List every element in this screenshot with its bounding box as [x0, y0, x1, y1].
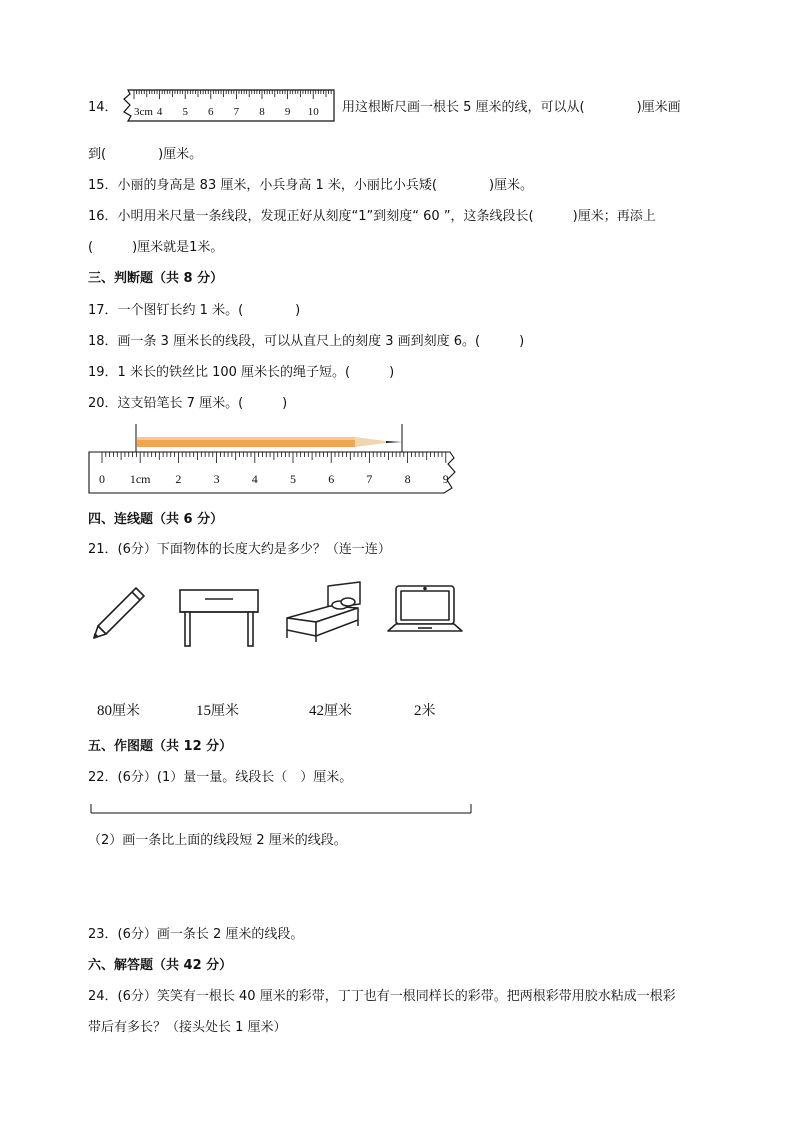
q20-ruler-label-1: 1cm — [129, 472, 151, 486]
section-5-heading: 五、作图题（共 12 分） — [88, 739, 233, 754]
q24-text-line1: 24．(6分）笑笑有一根长 40 厘米的彩带，丁丁也有一根同样长的彩带。把两根彩带用胶水粘成一根彩 — [88, 989, 676, 1004]
laptop-icon — [386, 582, 466, 634]
q21-text: 21．(6分）下面物体的长度大约是多少？（连一连） — [88, 542, 391, 557]
broken-ruler-icon — [118, 88, 340, 124]
bed-icon — [282, 578, 362, 644]
q14-ruler-label-6: 9 — [284, 106, 291, 118]
q23-text: 23．(6分）画一条长 2 厘米的线段。 — [88, 927, 304, 942]
q19-text: 19．1 米长的铁丝比 100 厘米长的绳子短。( ) — [88, 365, 395, 380]
q20-text: 20．这支铅笔长 7 厘米。( ) — [88, 396, 288, 411]
q20-ruler-label-5: 5 — [290, 472, 296, 486]
measure-line-segment — [88, 802, 474, 816]
q20-ruler-label-9: 9 — [442, 472, 449, 486]
option-80cm[interactable]: 80厘米 — [97, 703, 140, 719]
q20-ruler-label-7: 7 — [366, 472, 373, 486]
q20-ruler-label-3: 3 — [213, 472, 220, 486]
q20-ruler-label-2: 2 — [175, 472, 182, 486]
ruler-with-pencil-icon — [86, 422, 458, 498]
q14-ruler-label-2: 5 — [182, 106, 188, 118]
q14-text-line2: 到( )厘米。 — [88, 147, 203, 162]
q14-ruler-label-7: 10 — [307, 106, 319, 118]
q15-text: 15．小丽的身高是 83 厘米，小兵身高 1 米，小丽比小兵矮( )厘米。 — [88, 178, 534, 193]
q20-ruler-label-8: 8 — [404, 472, 411, 486]
option-2m[interactable]: 2米 — [414, 703, 436, 719]
q14-ruler-label-0: 3cm — [134, 106, 153, 118]
q24-text-line2: 带后有多长？（接头处长 1 厘米） — [88, 1020, 287, 1035]
section-6-heading: 六、解答题（共 42 分） — [88, 958, 233, 973]
section-3-heading: 三、判断题（共 8 分） — [88, 271, 224, 286]
q20-ruler-label-6: 6 — [328, 472, 335, 486]
q22-text-line1: 22．(6分）(1）量一量。线段长（ ）厘米。 — [88, 770, 353, 785]
q14-ruler-label-4: 7 — [233, 106, 240, 118]
q16-text-line1: 16．小明用米尺量一条线段，发现正好从刻度“1”到刻度“ 60 ”，这条线段长( )厘米；再添上 — [88, 209, 656, 224]
option-42cm[interactable]: 42厘米 — [309, 703, 352, 719]
q14-ruler-label-1: 4 — [156, 106, 163, 118]
q16-text-line2: ( )厘米就是1米。 — [88, 240, 224, 255]
q17-text: 17．一个图钉长约 1 米。( ) — [88, 303, 301, 318]
q22-text-line2: （2）画一条比上面的线段短 2 厘米的线段。 — [88, 833, 347, 848]
q20-ruler-label-0: 0 — [99, 472, 105, 486]
option-15cm[interactable]: 15厘米 — [196, 703, 239, 719]
q14-number: 14． — [88, 100, 118, 115]
q14-ruler-label-3: 6 — [208, 106, 214, 118]
q20-ruler-label-4: 4 — [251, 472, 258, 486]
pencil-icon — [92, 584, 150, 642]
section-4-heading: 四、连线题（共 6 分） — [88, 512, 224, 527]
q14-text-line1: 用这根断尺画一根长 5 厘米的线，可以从( )厘米画 — [342, 100, 681, 115]
q14-ruler-label-5: 8 — [259, 106, 265, 118]
q18-text: 18．画一条 3 厘米长的线段，可以从直尺上的刻度 3 画到刻度 6。( ) — [88, 334, 525, 349]
desk-icon — [175, 584, 265, 650]
